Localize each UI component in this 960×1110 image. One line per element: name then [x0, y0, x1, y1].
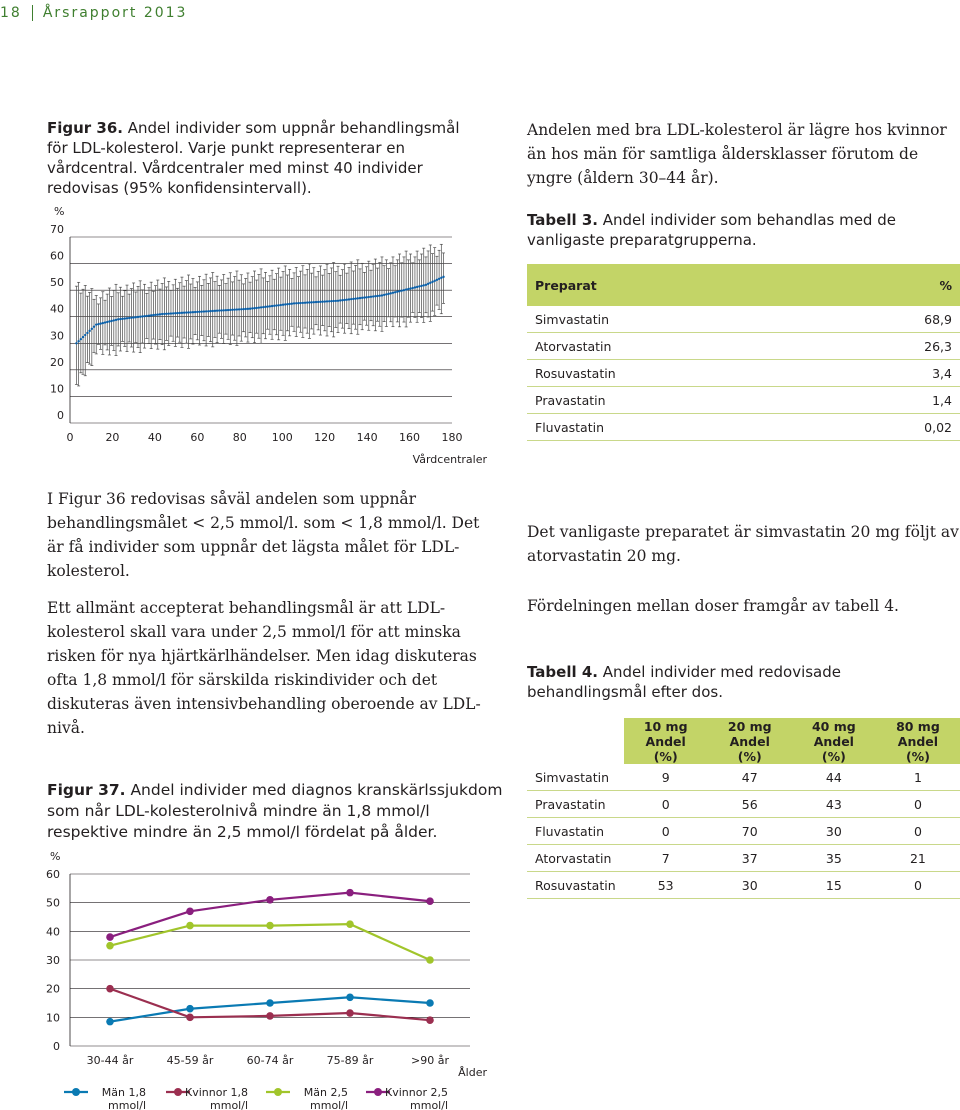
- fig36-point: [429, 245, 432, 321]
- fig37-point: [346, 993, 354, 1001]
- fig36-x-tick: 160: [399, 431, 421, 444]
- table-3-label: Tabell 3.: [527, 211, 598, 229]
- fig36-point: [235, 271, 238, 345]
- fig37-legend-label: Män 2,5 mmol/l: [303, 1086, 348, 1110]
- fig36-point: [301, 266, 304, 338]
- fig36-point: [240, 275, 243, 341]
- table-3-cell-percent: 3,4: [825, 360, 960, 387]
- fig36-point: [304, 275, 307, 328]
- fig36-x-tick: 80: [232, 431, 247, 444]
- table-4-header-20mg: 20 mg Andel (%): [708, 718, 792, 764]
- figure-37-label: Figur 37.: [47, 781, 126, 799]
- fig36-point: [275, 274, 278, 335]
- table-3-cell-percent: 1,4: [825, 387, 960, 414]
- table-4-cell-preparat: Atorvastatin: [527, 845, 624, 872]
- fig36-point: [93, 299, 96, 352]
- fig36-x-tick: 60: [190, 431, 205, 444]
- fig36-x-tick: 40: [147, 431, 162, 444]
- fig36-point: [84, 285, 87, 375]
- table-4-row: [527, 818, 960, 845]
- fig37-point: [346, 1009, 354, 1017]
- fig36-point: [347, 268, 350, 329]
- fig36-point: [290, 278, 293, 326]
- fig36-point: [343, 264, 346, 333]
- fig36-point: [315, 277, 318, 325]
- fig37-point: [186, 1005, 194, 1013]
- table-4-cell-value: 43: [792, 791, 876, 818]
- fig36-point: [383, 266, 386, 322]
- fig36-x-tick-labels: [67, 431, 463, 444]
- fig37-legend-item: [166, 1086, 248, 1110]
- table-3-cell-preparat: Atorvastatin: [527, 333, 825, 360]
- fig36-x-tick: 120: [314, 431, 336, 444]
- fig36-point: [332, 263, 335, 337]
- fig36-point: [376, 268, 379, 321]
- fig37-legend-item: [366, 1086, 448, 1110]
- fig36-x-tick: 100: [271, 431, 293, 444]
- table-3: [527, 264, 960, 441]
- fig36-point: [312, 268, 315, 334]
- fig36-point: [205, 274, 208, 346]
- fig37-point: [426, 999, 434, 1007]
- fig37-legend-marker: [174, 1088, 182, 1096]
- fig37-x-tick: >90 år: [411, 1054, 449, 1067]
- fig36-point: [242, 284, 245, 332]
- fig36-y-tick: 0: [57, 409, 64, 422]
- fig37-series: [106, 993, 434, 1025]
- fig36-point: [271, 270, 274, 339]
- fig36-point: [82, 289, 85, 374]
- figure-36-chart: [0, 195, 500, 470]
- fig37-series-line: [110, 924, 430, 960]
- fig36-point: [273, 279, 276, 329]
- table-4-header-blank: [527, 718, 624, 764]
- fig36-point: [251, 277, 254, 338]
- fig37-point: [186, 1014, 194, 1022]
- fig36-point: [293, 273, 296, 331]
- fig36-point: [264, 272, 267, 338]
- fig36-point: [180, 277, 183, 347]
- fig37-legend-item: [64, 1086, 146, 1110]
- fig36-point: [227, 278, 230, 339]
- fig37-y-tick: 30: [46, 954, 60, 967]
- fig36-point: [330, 268, 333, 332]
- fig37-point: [106, 942, 114, 950]
- fig36-point: [389, 263, 392, 322]
- fig36-point: [260, 269, 263, 343]
- fig36-point: [374, 259, 377, 331]
- fig37-y-tick: 60: [46, 868, 60, 881]
- table-4-caption: [527, 662, 947, 702]
- fig37-series: [106, 889, 434, 941]
- fig36-point: [246, 273, 249, 342]
- table-4-cell-preparat: Simvastatin: [527, 764, 624, 791]
- fig36-point: [308, 264, 311, 338]
- fig37-x-tick: 60-74 år: [246, 1054, 294, 1067]
- table-4-header-80mg: 80 mg Andel (%): [876, 718, 960, 764]
- fig36-point: [295, 267, 298, 336]
- fig36-point: [288, 269, 291, 335]
- table-3-header-percent: %: [825, 264, 960, 306]
- fig36-point: [99, 298, 102, 350]
- table-3-row: [527, 387, 960, 414]
- fig36-point: [341, 270, 344, 328]
- table-3-row: [527, 414, 960, 441]
- fig37-legend-item: [266, 1086, 348, 1110]
- fig37-y-unit: %: [50, 850, 61, 863]
- table-3-cell-percent: 0,02: [825, 414, 960, 441]
- fig36-point: [431, 254, 434, 311]
- fig37-point: [426, 1016, 434, 1024]
- fig36-point: [387, 269, 390, 317]
- fig36-point: [108, 288, 111, 355]
- fig36-point: [277, 268, 280, 340]
- fig36-point: [262, 278, 265, 334]
- table-3-caption: [527, 210, 947, 250]
- table-4-cell-preparat: Fluvastatin: [527, 818, 624, 845]
- fig37-y-tick: 10: [46, 1011, 60, 1025]
- fig36-y-tick: 60: [50, 249, 64, 263]
- fig36-point: [334, 272, 337, 328]
- fig37-point: [346, 920, 354, 928]
- fig36-y-tick: 50: [50, 276, 64, 290]
- page-number: 18: [0, 5, 22, 21]
- table-4-cell-value: 0: [624, 791, 708, 818]
- fig36-point: [194, 287, 197, 334]
- fig36-point: [106, 294, 109, 350]
- fig36-point: [326, 264, 329, 336]
- fig37-legend-marker: [274, 1088, 282, 1096]
- fig36-point: [394, 266, 397, 317]
- fig37-point: [426, 897, 434, 905]
- fig36-point: [187, 275, 190, 348]
- table-3-cell-preparat: Fluvastatin: [527, 414, 825, 441]
- fig36-y-tick: 70: [50, 223, 64, 236]
- fig36-point: [279, 277, 282, 330]
- fig36-point: [257, 274, 260, 338]
- fig36-x-tick: 180: [441, 431, 463, 444]
- fig36-point: [88, 292, 91, 364]
- table-3-cell-preparat: Rosuvastatin: [527, 360, 825, 387]
- fig36-point: [86, 296, 89, 362]
- fig36-point: [249, 282, 252, 332]
- table-4-cell-value: 44: [792, 764, 876, 791]
- fig37-point: [266, 896, 274, 904]
- fig36-x-label: Vårdcentraler: [412, 453, 487, 466]
- fig37-point: [106, 933, 114, 941]
- figure-37-caption: [47, 780, 507, 843]
- fig36-point: [110, 297, 113, 346]
- fig37-series-lines: [106, 889, 434, 1026]
- fig36-point: [196, 282, 199, 340]
- table-4-cell-value: 15: [792, 872, 876, 899]
- fig36-point: [337, 266, 340, 332]
- right-paragraph-1: Det vanligaste preparatet är simvastatin 20 mg följt av atorvastatin 20 mg.: [527, 523, 959, 565]
- table-3-row: [527, 360, 960, 387]
- table-3-header-preparat: Preparat: [527, 264, 825, 306]
- report-title: Årsrapport 2013: [42, 5, 188, 21]
- fig37-point: [106, 985, 114, 993]
- fig37-legend: [64, 1086, 448, 1110]
- table-4-cell-value: 9: [624, 764, 708, 791]
- table-3-cell-preparat: Pravastatin: [527, 387, 825, 414]
- fig36-y-tick: 10: [50, 382, 64, 396]
- left-paragraph-1: I Figur 36 redovisas såväl andelen som uppnår behandlingsmålet < 2,5 mmol/l. som < 1,8 mmol/l. Det är få individer som uppnår det lägsta målet för LDL-kolesterol.: [47, 490, 480, 580]
- fig36-point: [191, 278, 194, 344]
- fig37-legend-label: Män 1,8 mmol/l: [101, 1086, 146, 1110]
- figure-36-label: Figur 36.: [47, 119, 123, 137]
- fig36-point: [282, 272, 285, 336]
- table-4-cell-preparat: Pravastatin: [527, 791, 624, 818]
- fig36-point: [427, 251, 430, 317]
- fig37-x-tick: 30-44 år: [86, 1054, 134, 1067]
- fig37-y-tick: 50: [46, 896, 60, 910]
- fig36-point: [198, 276, 201, 345]
- table-4-cell-value: 30: [708, 872, 792, 899]
- table-4-label: Tabell 4.: [527, 663, 598, 681]
- table-4-cell-value: 70: [708, 818, 792, 845]
- table-4-cell-value: 30: [792, 818, 876, 845]
- fig37-x-tick-labels: [87, 1054, 450, 1067]
- fig36-y-tick: 20: [50, 355, 64, 369]
- table-4-cell-value: 0: [876, 791, 960, 818]
- fig36-point: [317, 271, 320, 329]
- fig36-point: [178, 283, 181, 343]
- table-4-cell-value: 35: [792, 845, 876, 872]
- fig37-point: [266, 922, 274, 930]
- fig36-point: [222, 274, 225, 343]
- table-4-cell-preparat: Rosuvastatin: [527, 872, 624, 899]
- fig37-point: [426, 956, 434, 964]
- fig36-point: [220, 280, 223, 338]
- fig37-point: [186, 907, 194, 915]
- figure-37-caption-text: Andel individer med diagnos kranskärlssjukdom som når LDL-kolesterolnivå mindre än 1,8 mmol/l respektive mindre än 2,5 mmol/l fördelat på ålder.: [47, 781, 503, 841]
- table-4-row: [527, 872, 960, 899]
- fig37-y-tick: 0: [53, 1040, 60, 1053]
- fig37-series: [106, 920, 434, 963]
- fig37-x-label: Ålder: [458, 1066, 487, 1079]
- fig36-point: [115, 284, 118, 355]
- table-4-cell-value: 7: [624, 845, 708, 872]
- fig36-y-tick: 30: [50, 329, 64, 343]
- fig36-point: [361, 263, 364, 329]
- fig36-point: [229, 273, 232, 345]
- fig37-point: [346, 889, 354, 897]
- fig36-point: [358, 269, 361, 325]
- fig37-legend-marker: [72, 1088, 80, 1096]
- fig36-point: [189, 284, 192, 339]
- fig36-point: [363, 272, 366, 320]
- fig37-legend-label: Kvinnor 2,5 mmol/l: [385, 1086, 448, 1110]
- table-3-caption-text: Andel individer som behandlas med de vanligaste preparatgrupperna.: [527, 211, 896, 249]
- fig36-point: [323, 270, 326, 331]
- fig36-point: [209, 278, 212, 342]
- fig37-y-tick: 20: [46, 982, 60, 996]
- fig36-point: [350, 262, 353, 334]
- table-4-row: [527, 845, 960, 872]
- fig36-point: [306, 269, 309, 333]
- table-4-header-10mg: 10 mg Andel (%): [624, 718, 708, 764]
- fig36-point: [422, 248, 425, 322]
- fig37-point: [266, 999, 274, 1007]
- fig36-point: [207, 283, 210, 336]
- fig36-point: [77, 282, 80, 386]
- fig36-point: [97, 304, 100, 344]
- table-4: [527, 718, 960, 899]
- fig36-points: [75, 244, 445, 386]
- fig37-x-tick: 45-59 år: [166, 1054, 214, 1067]
- fig36-point: [200, 285, 203, 335]
- fig37-point: [186, 922, 194, 930]
- fig36-point: [319, 266, 322, 335]
- fig37-legend-marker: [374, 1088, 382, 1096]
- fig37-point: [266, 1012, 274, 1020]
- fig36-point: [310, 273, 313, 329]
- table-4-cell-value: 47: [708, 764, 792, 791]
- fig37-y-tick: 40: [46, 925, 60, 939]
- table-4-cell-value: 53: [624, 872, 708, 899]
- fig36-point: [211, 272, 214, 346]
- left-paragraph-2: Ett allmänt accepterat behandlingsmål är att LDL-kolesterol skall vara under 2,5 mmol/l för att minska risken för nya hjärtkärlhändelser. Men idag diskuteras ofta 1,8 mmol/l för särskilda riskindivider och det diskuteras även intensivbehandling oberoende av LDL-nivå.: [47, 599, 481, 737]
- table-4-cell-value: 0: [876, 818, 960, 845]
- right-paragraph-2: Fördelningen mellan doser framgår av tabell 4.: [527, 597, 899, 615]
- fig36-point: [354, 265, 357, 329]
- table-4-cell-value: 56: [708, 791, 792, 818]
- fig36-point: [352, 271, 355, 324]
- header-divider: [32, 5, 33, 21]
- table-4-row: [527, 764, 960, 791]
- fig36-point: [183, 286, 186, 338]
- fig36-y-tick: 40: [50, 302, 64, 316]
- fig37-y-tick-labels: [46, 868, 60, 1053]
- table-3-row: [527, 306, 960, 333]
- figure-37-chart: [0, 846, 510, 1110]
- fig37-x-tick: 75-89 år: [326, 1054, 374, 1067]
- fig36-point: [253, 271, 256, 343]
- fig36-point: [297, 277, 300, 327]
- fig36-x-tick: 140: [356, 431, 378, 444]
- fig36-point: [369, 270, 372, 320]
- table-3-row: [527, 333, 960, 360]
- fig36-point: [380, 257, 383, 331]
- fig36-point: [268, 276, 271, 334]
- fig36-point: [79, 293, 82, 373]
- table-3-cell-percent: 68,9: [825, 306, 960, 333]
- table-4-caption-text: Andel individer med redovisade behandlingsmål efter dos.: [527, 663, 841, 701]
- fig36-point: [255, 280, 258, 333]
- fig36-point: [328, 273, 331, 326]
- fig36-point: [391, 257, 394, 327]
- fig36-x-tick: 0: [66, 431, 74, 444]
- fig36-point: [218, 285, 221, 333]
- fig36-point: [286, 275, 289, 331]
- table-3-cell-percent: 26,3: [825, 333, 960, 360]
- table-3-cell-preparat: Simvastatin: [527, 306, 825, 333]
- fig36-point: [345, 273, 348, 323]
- fig36-point: [284, 266, 287, 340]
- fig37-legend-label: Kvinnor 1,8 mmol/l: [185, 1086, 248, 1110]
- table-4-cell-value: 21: [876, 845, 960, 872]
- fig37-point: [106, 1018, 114, 1026]
- fig36-point: [112, 290, 115, 350]
- fig36-point: [224, 284, 227, 334]
- figure-36-caption: [47, 118, 467, 198]
- fig36-point: [299, 271, 302, 332]
- fig36-point: [104, 300, 107, 345]
- fig36-point: [266, 281, 269, 329]
- fig36-point: [321, 275, 324, 325]
- table-4-cell-value: 37: [708, 845, 792, 872]
- table-4-cell-value: 0: [624, 818, 708, 845]
- right-intro-paragraph: Andelen med bra LDL-kolesterol är lägre hos kvinnor än hos män för samtliga åldersklasser förutom de yngre (åldern 30–44 år).: [527, 121, 947, 187]
- figure-36-caption-text: Andel individer som uppnår behandlingsmål för LDL-kolesterol. Varje punkt representerar en vårdcentral. Vårdcentraler med minst 40 individer redovisas (95% konfidensintervall).: [47, 119, 460, 197]
- fig36-point: [238, 280, 241, 336]
- fig36-y-tick-labels: [50, 223, 64, 422]
- fig36-point: [216, 276, 219, 342]
- table-4-cell-value: 1: [876, 764, 960, 791]
- fig36-point: [202, 280, 205, 341]
- table-4-cell-value: 0: [876, 872, 960, 899]
- fig36-point: [233, 276, 236, 340]
- fig36-point: [367, 261, 370, 330]
- table-4-row: [527, 791, 960, 818]
- page-header: [0, 0, 187, 26]
- fig36-point: [339, 275, 342, 323]
- fig36-point: [244, 278, 247, 336]
- fig36-y-unit: %: [54, 205, 65, 218]
- fig36-x-tick: 20: [105, 431, 120, 444]
- table-4-header-40mg: 40 mg Andel (%): [792, 718, 876, 764]
- fig36-point: [424, 257, 427, 313]
- fig36-point: [356, 260, 359, 334]
